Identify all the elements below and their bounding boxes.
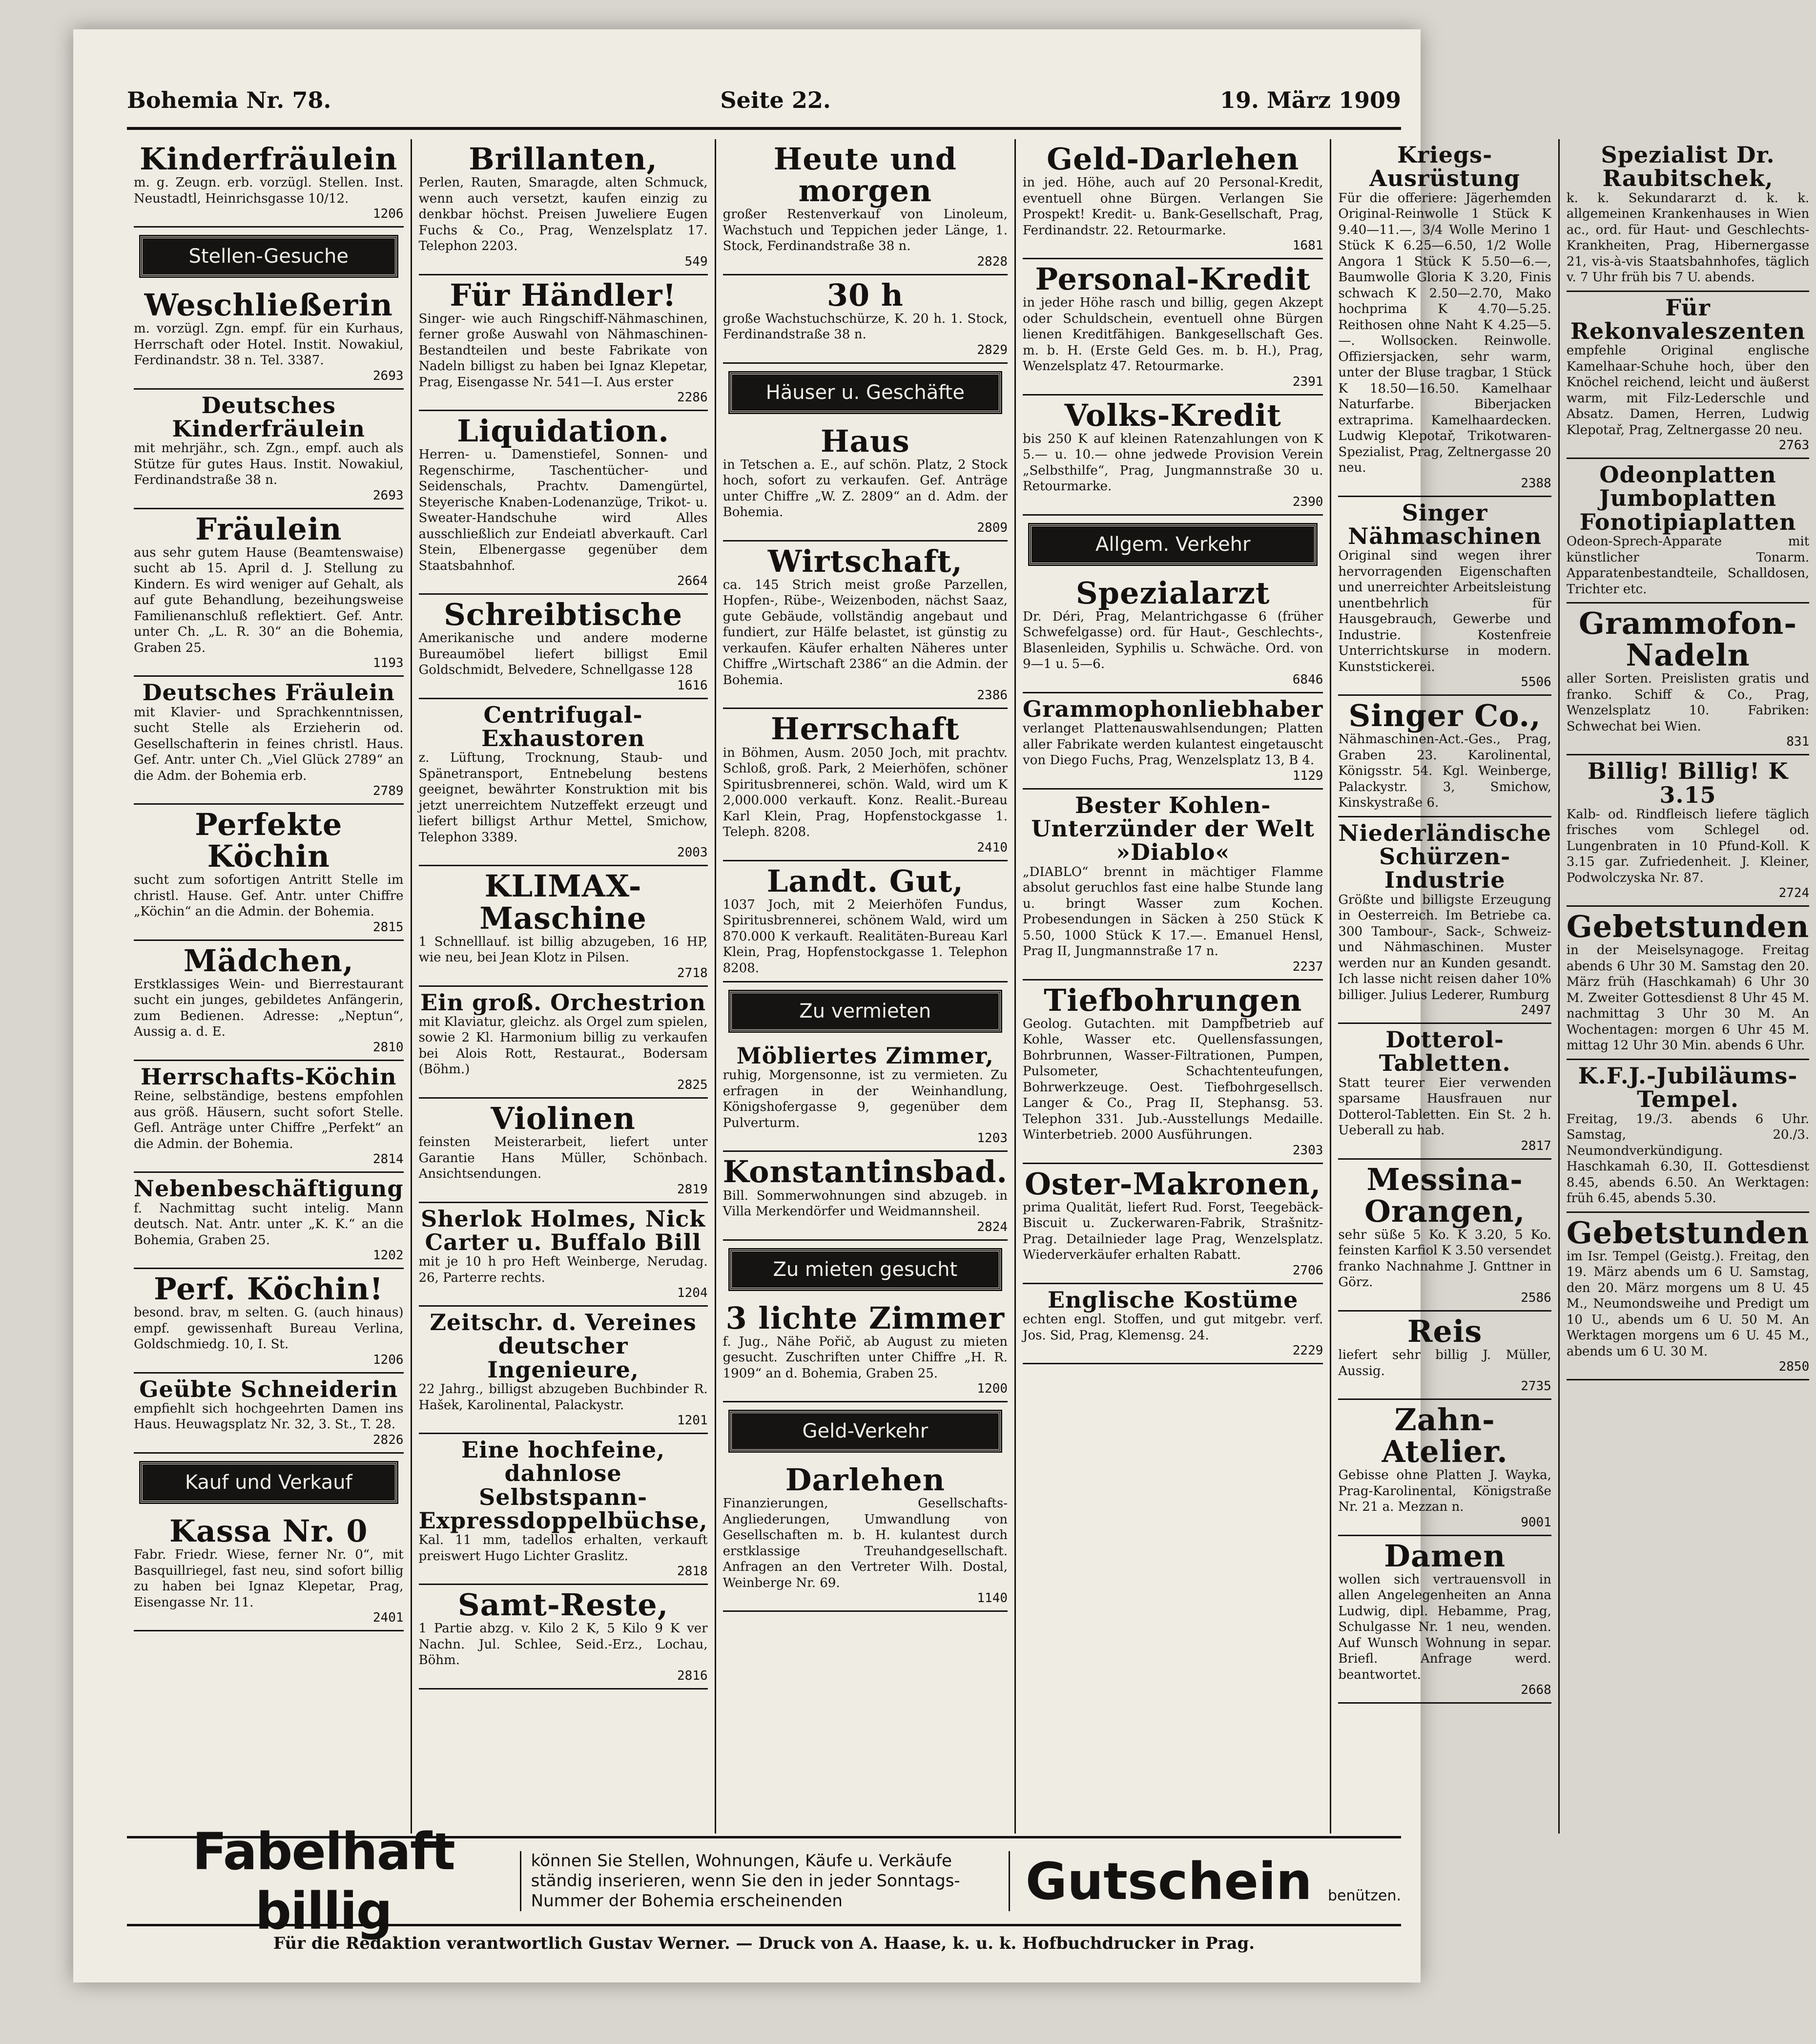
ad-body: Odeon-Sprech-Apparate mit künstlicher Tonarm. Apparatenbestandteile, Schalldosen, Trichter etc. (1566, 534, 1810, 597)
footer-headline: Fabelhaft billig (192, 1821, 454, 1941)
ad-number: 2586 (1521, 1290, 1551, 1305)
ad-number: 2850 (1778, 1359, 1810, 1375)
ad-title: Niederländische Schürzen-Industrie (1338, 819, 1551, 894)
classified-ad (1338, 1024, 1551, 1160)
classified-ad (1338, 139, 1551, 497)
ad-title: Kriegs-Ausrüstung (1369, 142, 1521, 192)
ad-number: 2809 (977, 520, 1008, 535)
ad-body: in der Meiselsynagoge. Freitag abends 6 Uhr 30 M. Samstag den 20. März früh (Haschkamah) 6 Uhr 30 M. Zweiter Gottesdienst 8 Uhr 45 M. nachmittag 3 Uhr 30 M. An Wochentagen: morgen 6 Uhr 45 M. mittag 12 Uhr 30 Min. abends 6 Uhr. (1566, 943, 1810, 1053)
ad-number: 2815 (372, 919, 404, 935)
ad-body: Reine, selbständige, bestens empfohlen aus größ. Häusern, sucht sofort Stelle. Gefl. Anträge unter Chiffre „Perfekt“ an die Admin. der Bohemia. (134, 1089, 404, 1151)
ad-number: 2826 (372, 1432, 404, 1447)
ad-number: 2388 (1521, 476, 1551, 491)
ad-title: Gebetstunden (1566, 909, 1810, 945)
ad-number: 2818 (677, 1564, 708, 1579)
ad-title: Brillanten, (469, 141, 658, 177)
ad-number: 2693 (372, 488, 404, 503)
ad-body: Finanzierungen, Gesellschafts-Angliederungen, Umwandlung von Gesellschaften m. b. H. kulantest durch erstklassige Treuhandgesellschaft. Anfragen an den Vertreter Wilh. Dostal, Weinberge Nr. 69. (722, 1496, 1008, 1590)
ad-body: Dr. Déri, Prag, Melantrichgasse 6 (früher Schwefelgasse) ord. für Haut-, Geschlechts-, Blasenleiden, Syphilis u. Schwäche. Ord. von 9—1 u. 5—6. (1023, 609, 1323, 672)
section-heading: Kauf und Verkauf (141, 1462, 397, 1502)
classified-ad (419, 411, 708, 595)
header-issue: Bohemia Nr. 78. (127, 87, 331, 113)
ad-number: 6846 (1292, 672, 1323, 687)
ad-title: Mädchen, (183, 942, 354, 979)
ad-number: 2410 (977, 840, 1008, 855)
ad-title: Darlehen (785, 1462, 945, 1498)
ad-title: Landt. Gut, (766, 863, 964, 899)
ad-title: Spezialarzt (1075, 575, 1270, 611)
ad-body: sucht zum sofortigen Antritt Stelle im christl. Hause. Gef. Antr. unter Chiffre „Köchin“ an die Admin. der Bohemia. (134, 873, 404, 919)
ad-body: in Böhmen, Ausm. 2050 Joch, mit prachtv. Schloß, groß. Park, 2 Meierhöfen, schöner Spiritusbrennerei, schön. Wald, wird um K 2,000.000 verkauft. Konz. Realit.-Bureau Karl Klein, Prag, Hopfenstockgasse 1. Teleph. 8208. (722, 745, 1008, 840)
ad-body: aller Sorten. Preislisten gratis und franko. Schiff & Co., Prag, Wenzelsplatz 10. Fabriken: Schwechat bei Wien. (1566, 671, 1810, 734)
classified-ad (1023, 1284, 1323, 1364)
ad-number: 2735 (1521, 1379, 1551, 1394)
classified-ad (1338, 1312, 1551, 1400)
column-4 (1016, 139, 1331, 1834)
ad-number: 1203 (977, 1131, 1008, 1146)
ad-number: 2497 (1521, 1003, 1551, 1018)
ad-title: Englische Kostüme (1047, 1286, 1299, 1313)
ad-body: große Wachstuchschürze, K. 20 h. 1. Stock, Ferdinandstraße 38 n. (722, 311, 1008, 342)
ad-number: 2286 (677, 390, 708, 405)
classified-ad (1023, 139, 1323, 259)
classified-ad (134, 677, 404, 805)
ad-body: verlanget Plattenauswahlsendungen; Platten aller Fabrikate werden kulantest eingetauscht von Diego Fuchs, Prag, Wenzelsplatz 13, B 4. (1023, 721, 1323, 768)
classified-ad (419, 1099, 708, 1203)
ad-number: 2706 (1292, 1263, 1323, 1278)
classified-ad (419, 275, 708, 412)
classified-ad (419, 595, 708, 699)
classified-ad (1567, 1060, 1809, 1213)
ad-body: Für die offeriere: Jägerhemden Original-Reinwolle 1 Stück K 9.40—11.—, 3/4 Wolle Merino 1 Stück K 6.25—6.50, 1/2 Wolle Angora 1 Stück K 5.50—6.—, Baumwolle Gloria K 3.20, Finis schwach K 2.50—2.70, Mako hochprima K 4.70—5.25. Reithosen ohne Naht K 4.25—5.—. Wollsocken. Reinwolle. Offiziersjacken, sehr warm, unter der Bluse tragbar, 1 Stück K 18.50—16.50. Kamelhaar Naturfarbe. Biberjacken extraprima. Kamelhaardecken. Ludwig Klepotař, Trikotwaren-Spezialist, Prag, Zeltnergasse 20 neu. (1338, 190, 1551, 476)
column-3 (716, 139, 1016, 1834)
ad-title: Perfekte Köchin (195, 807, 343, 875)
ad-body: wollen sich vertrauensvoll in allen Angelegenheiten an Anna Ludwig, dipl. Hebamme, Prag, Schulgasse Nr. 1 neu, wenden. Auf Wunsch Wohnung in separ. Briefl. Anfrage werd. beantwortet. (1338, 1572, 1551, 1682)
ad-number: 1193 (372, 656, 404, 671)
footer-advertisement (127, 1821, 1402, 1941)
ad-body: Größte und billigste Erzeugung in Oesterreich. Im Betriebe ca. 300 Tambour-, Sack-, Schweiz- und Nähmaschinen. Muster werden nur an Kunden gesandt. Ich lasse nicht reisen daher 10% billiger. Julius Lederer, Rumburg (1338, 892, 1551, 1002)
ad-title: Grammophonliebhaber (1023, 695, 1323, 722)
ad-title: Bester Kohlen-Unterzünder der Welt »Diablo« (1031, 792, 1315, 866)
ad-title: Deutsches Fräulein (142, 679, 395, 706)
ad-body: sehr süße 5 Ko. K 3.20, 5 Ko. feinsten Karfiol K 3.50 versendet franko Nachnahme J. Gnttner in Görz. (1338, 1227, 1551, 1290)
classified-ad (1338, 696, 1551, 817)
ad-body: in jeder Höhe rasch und billig, gegen Akzept oder Schuldschein, eventuell ohne Bürgen lienen Kreditfähigen. Bankgesellschaft Ges. m. b. H. (Erste Geld Ges. m. b. H.), Prag, Wenzelsplatz 47. Retourmarke. (1023, 295, 1323, 374)
ad-title: Wirtschaft, (767, 543, 963, 579)
ad-number: 2817 (1521, 1138, 1551, 1153)
ad-body: Amerikanische und andere moderne Bureaumöbel liefert billigst Emil Goldschmidt, Belvedere, Schnellgasse 128 (418, 631, 708, 678)
ad-title: Liquidation. (457, 413, 669, 449)
classified-ad (723, 1040, 1008, 1152)
ad-title: Centrifugal-Exhaustoren (481, 701, 645, 752)
classified-ad (419, 699, 708, 867)
ad-number: 2824 (977, 1219, 1008, 1234)
ad-title: Deutsches Kinderfräulein (172, 392, 365, 442)
ad-title: Nebenbeschäftigung (134, 1175, 404, 1202)
ad-body: Freitag, 19./3. abends 6 Uhr. Samstag, 20./3. Neumondverkündigung. Haschkamah 6.30, II. Gottesdienst 8.45, abends 6.50. An Werktagen: früh 6.45, abends 5.30. (1566, 1111, 1810, 1206)
column-5 (1331, 139, 1559, 1834)
ad-body: Geolog. Gutachten. mit Dampfbetrieb auf Kohle, Wasser etc. Quellensfassungen, Bohrbrunnen, Wasser-Filtrationen, Pumpen, Pulsometer, Schachtenteufungen, Bohrwerkzeuge. Oest. Tiefbohrgesellsch. Langer & Co., Prag II, Stephansg. 53. Telephon 331. Jub.-Ausstellungs Medaille. Winterbetrieb. 2000 Ausführungen. (1023, 1016, 1323, 1143)
ad-number: 1200 (977, 1381, 1008, 1397)
ad-title: Personal-Kredit (1035, 261, 1311, 297)
ad-body: 1037 Joch, mit 2 Meierhöfen Fundus, Spiritusbrennerei, schönem Wald, wird um 870.000 K verkauft. Realitäten-Bureau Karl Klein, Prag, Hopfenstockgasse 1. Telephon 8208. (722, 897, 1008, 976)
header-rule (127, 127, 1401, 130)
section-heading: Zu mieten gesucht (730, 1250, 1001, 1290)
ad-number: 2229 (1292, 1343, 1323, 1358)
ad-title: Haus (820, 423, 910, 459)
classified-ad (134, 1061, 404, 1173)
classified-ad (723, 1298, 1008, 1403)
imprint: Für die Redaktion verantwortlich Gustav Werner. — Druck von A. Haase, k. u. k. Hofbuchdrucker in Prag. (273, 1934, 1255, 1953)
classified-ad (134, 139, 404, 228)
ad-body: Nähmaschinen-Act.-Ges., Prag, Graben 23. Karolinental, Königsstr. 54. Kgl. Weinberge, Palackystr. 3, Smichow, Kinskystraße 6. (1338, 732, 1551, 811)
page-header (127, 78, 1401, 122)
newspaper-page (73, 29, 1810, 1982)
classified-ad (419, 1434, 708, 1585)
ad-title: Konstantinsbad. (722, 1154, 1008, 1190)
classified-ad (134, 285, 404, 390)
ad-body: prima Qualität, liefert Rud. Forst, Teegebäck-Biscuit u. Zuckerwaren-Fabrik, Strašnitz-Prag. Detailnieder lage Prag, Wenzelsplatz. Wiederverkäufer erhalten Rabatt. (1023, 1200, 1323, 1263)
classified-ad (134, 1173, 404, 1269)
ad-body: empfiehlt sich hochgeehrten Damen ins Haus. Heuwagsplatz Nr. 32, 3. St., T. 28. (134, 1401, 404, 1432)
ad-title: Sherlok Holmes, Nick Carter u. Buffalo Bill (421, 1205, 706, 1255)
ad-number: 2763 (1778, 438, 1810, 453)
classified-ad (1567, 1213, 1809, 1381)
ad-title: Tiefbohrungen (1044, 982, 1302, 1018)
ad-title: Spezialist Dr. Raubitschek, (1601, 142, 1775, 192)
header-page-number: Seite 22. (720, 87, 831, 113)
classified-ad (1023, 980, 1323, 1164)
ad-title: Herrschafts-Köchin (141, 1063, 397, 1090)
classified-ad (419, 866, 708, 986)
ad-number: 1202 (372, 1248, 404, 1263)
ad-number: 1206 (372, 207, 404, 222)
classified-ad (1567, 139, 1809, 292)
ad-number: 1201 (677, 1413, 708, 1428)
ad-number: 2303 (1292, 1143, 1323, 1158)
ad-title: Eine hochfeine, dahnlose Selbstspann-Expressdoppelbüchse, (418, 1437, 708, 1534)
ad-number: 2664 (677, 574, 708, 589)
ad-body: in jed. Höhe, auch auf 20 Personal-Kredit, eventuell ohne Bürgen. Verlangen Sie Prospekt! Kredit- u. Bank-Gesellschaft, Prag, Ferdinandstr. 22. Retourmarke. (1023, 175, 1323, 238)
classified-columns (127, 139, 1810, 1834)
ad-number: 2829 (977, 342, 1008, 357)
ad-body: Bill. Sommerwohnungen sind abzugeb. in Villa Merkendörfer und Weidmannsheil. (722, 1188, 1008, 1219)
classified-ad (419, 1203, 708, 1307)
ad-title: Geübte Schneiderin (139, 1376, 398, 1402)
footer-text: können Sie Stellen, Wohnungen, Käufe u. Verkäufe ständig inserieren, wenn Sie den in jeder Sonntags-Nummer der Bohemia erscheinenden (520, 1851, 1010, 1911)
classified-ad (1567, 604, 1809, 755)
classified-ad (134, 390, 404, 509)
ad-title: Kassa Nr. 0 (169, 1513, 368, 1549)
classified-ad (1567, 292, 1809, 459)
ad-number: 9001 (1521, 1515, 1551, 1530)
classified-ad (419, 1585, 708, 1689)
ad-title: Reis (1407, 1313, 1483, 1349)
ad-title: Kinderfräulein (140, 141, 398, 177)
classified-ad (723, 1152, 1008, 1240)
ad-number: 2391 (1292, 374, 1323, 389)
ad-title: KLIMAX-Maschine (479, 868, 647, 936)
ad-body: großer Restenverkauf von Linoleum, Wachstuch und Teppichen jeder Länge, 1. Stock, Ferdinandstraße 38 n. (722, 207, 1008, 254)
ad-body: mit Klavier- und Sprachkenntnissen, sucht Stelle als Erzieherin od. Gesellschafterin in feines christl. Haus. Gef. Antr. unter Ch. „Viel Glück 2789“ an die Adm. der Bohemia erb. (134, 705, 404, 783)
ad-body: Herren- u. Damenstiefel, Sonnen- und Regenschirme, Taschentücher- und Seidenschals, Prachtv. Damengürtel, Steyerische Knaben-Lodenanzüge, Trikot- u. Sweater-Handschuhe wird Alles ausschließlich zur Endeiatl abverkauft. Carl Stein, Elbenergasse gegenüber dem Staatsbahnhof. (418, 447, 708, 573)
ad-body: empfehle Original englische Kamelhaar-Schuhe hoch, über den Knöchel reichend, leicht und äußerst warm, mit Filz-Lederschle und Absatz. Damen, Herren, Ludwig Klepotař, Prag, Zeltnergasse 20 neu. (1566, 343, 1810, 438)
classified-ad (1023, 396, 1323, 516)
ad-title: Violinen (491, 1100, 636, 1136)
ad-number: 2825 (677, 1077, 708, 1092)
ad-title: Billig! Billig! K 3.15 (1587, 758, 1789, 808)
ad-body: m. vorzügl. Zgn. empf. für ein Kurhaus, Herrschaft oder Hotel. Instit. Nowakiul, Ferdinandstr. 38 n. Tel. 3387. (134, 321, 404, 368)
ad-body: bis 250 K auf kleinen Ratenzahlungen von K 5.— u. 10.— ohne jedwede Provision Verein „Selbsthilfe“, Prag, Jungmannstraße 30 u. Retourmarke. (1023, 431, 1323, 494)
ad-title: Damen (1384, 1538, 1506, 1574)
ad-body: echten engl. Stoffen, und gut mitgebr. verf. Jos. Sid, Prag, Klemensg. 24. (1023, 1312, 1323, 1343)
ad-body: m. g. Zeugn. erb. vorzügl. Stellen. Inst. Neustadtl, Heinrichsgasse 10/12. (134, 175, 404, 206)
ad-number: 1681 (1292, 238, 1323, 253)
ad-number: 2401 (372, 1610, 404, 1626)
ad-body: in Tetschen a. E., auf schön. Platz, 2 Stock hoch, sofort zu verkaufen. Gef. Anträge unter Chiffre „W. Z. 2809“ an d. Adm. der Bohemia. (722, 457, 1008, 520)
section-heading: Häuser u. Geschäfte (730, 373, 1001, 413)
ad-body: liefert sehr billig J. Müller, Aussig. (1338, 1348, 1551, 1378)
ad-body: feinsten Meisterarbeit, liefert unter Garantie Hans Müller, Schönbach. Ansichtsendungen. (418, 1135, 708, 1182)
ad-title: Schreibtische (444, 597, 683, 633)
classified-ad (1338, 1160, 1551, 1312)
classified-ad (1023, 790, 1323, 980)
ad-number: 2390 (1292, 494, 1323, 509)
classified-ad (723, 1460, 1008, 1612)
classified-ad (1567, 755, 1809, 907)
ad-title: Für Rekonvaleszenten (1570, 294, 1806, 344)
ad-body: Perlen, Rauten, Smaragde, alten Schmuck, wenn auch versetzt, kaufen einzig zu denkbar höchst. Preisen Juweliere Eugen Fuchs & Co., Prag, Wenzelsplatz 17. Telephon 2203. (418, 175, 708, 254)
ad-body: k. k. Sekundararzt d. k. k. allgemeinen Krankenhauses in Wien ac., ord. für Haut- und Geschlechts-Krankheiten, Prag, Hibernergasse 21, vis-à-vis Staatsbahnhofes, täglich v. 7 Uhr früh bis 7 U. abends. (1566, 190, 1810, 285)
ad-number: 1129 (1292, 768, 1323, 783)
ad-title: Volks-Kredit (1064, 397, 1281, 433)
classified-ad (1023, 259, 1323, 396)
classified-ad (723, 542, 1008, 709)
classified-ad (134, 1374, 404, 1454)
ad-body: Gebisse ohne Platten J. Wayka, Prag-Karolinental, Königstraße Nr. 21 a. Mezzan n. (1338, 1468, 1551, 1515)
ad-title: 30 h (826, 277, 904, 313)
ad-title: Für Händler! (450, 277, 677, 313)
ad-body: 22 Jahrg., billigst abzugeben Buchbinder R. Hašek, Karolinental, Palackystr. (418, 1382, 708, 1413)
classified-ad (134, 1511, 404, 1631)
ad-title: Geld-Darlehen (1047, 141, 1300, 177)
ad-title: Herrschaft (771, 711, 960, 747)
ad-body: ruhig, Morgensonne, ist zu vermieten. Zu erfragen in der Weinhandlung, Königshofergasse 9, gegenüber dem Pulverturm. (722, 1068, 1008, 1130)
classified-ad (134, 509, 404, 677)
column-6 (1560, 139, 1816, 1834)
footer-coupon-note: benützen. (1327, 1887, 1402, 1904)
ad-title: Weschließerin (144, 287, 393, 323)
classified-ad (1338, 1536, 1551, 1704)
ad-title: Gebetstunden (1566, 1214, 1810, 1251)
ad-body: „DIABLO“ brennt in mächtiger Flamme absolut geruchlos fast eine halbe Stunde lang u. bringt Wasser zum Kochen. Probesendungen in Säcken à 250 Stück K 5.50, 1000 Stück K 17.—. Emanuel Hensl, Prag II, Jungmannstraße 17 n. (1023, 864, 1323, 959)
ad-number: 1204 (677, 1286, 708, 1301)
classified-ad (723, 861, 1008, 983)
ad-body: im Isr. Tempel (Geistg.). Freitag, den 19. März abends um 6 U. Samstag, den 20. März morgens um 8 U. 45 M., Neumondsweihe und Predigt um 10 U., abends um 6 U. 50 M. An Werktagen morgens um 6 U. 45 M., abends um 6 U. 30 M. (1566, 1249, 1810, 1359)
classified-ad (1567, 459, 1809, 604)
ad-title: Oster-Makronen, (1025, 1166, 1321, 1202)
ad-body: z. Lüftung, Trocknung, Staub- und Spänetransport, Entnebelung bestens geeignet, bewährter Konstruktion mit bis jetzt unerreichtem Nutzeffekt erzeugt und liefert billigst Arthur Mettel, Smichow, Telephon 3389. (418, 751, 708, 845)
ad-body: 1 Partie abzg. v. Kilo 2 K, 5 Kilo 9 K ver Nachn. Jul. Schlee, Seid.-Erz., Lochau, Böhm. (418, 1621, 708, 1668)
ad-number: 5506 (1521, 675, 1551, 690)
ad-number: 1616 (677, 678, 708, 693)
ad-body: f. Nachmittag sucht intelig. Mann deutsch. Nat. Antr. unter „K. K.“ an die Bohemia, Graben 25. (134, 1201, 404, 1248)
section-heading: Zu vermieten (730, 991, 1001, 1031)
section-heading: Geld-Verkehr (730, 1411, 1001, 1451)
classified-ad (419, 987, 708, 1099)
ad-body: ca. 145 Strich meist große Parzellen, Hopfen-, Rübe-, Weizenboden, nächst Saaz, gute Gebäude, vollständig angebaut und fundiert, zur Hälfe belastet, ist günstig zu verkaufen. Käufer erhalten Näheres unter Chiffre „Wirtschaft 2386“ an die Admin. der Bohemia. (722, 577, 1008, 688)
ad-body: Original sind wegen ihrer hervorragenden Eigenschaften und unerreichter Arbeitsleistung unentbehrlich für Hausgebrauch, Gewerbe und Industrie. Kostenfreie Unterrichtskurse in modern. Kunststickerei. (1338, 548, 1551, 674)
ad-number: 2003 (677, 845, 708, 860)
classified-ad (723, 709, 1008, 861)
ad-title: Messina-Orangen, (1364, 1161, 1526, 1229)
classified-ad (1338, 817, 1551, 1024)
classified-ad (1567, 907, 1809, 1060)
ad-number: 2819 (677, 1182, 708, 1197)
ad-title: Grammofon-Nadeln (1578, 605, 1797, 673)
ad-title: Singer Nähmaschinen (1348, 499, 1542, 549)
classified-ad (723, 139, 1008, 275)
ad-body: mit je 10 h pro Heft Weinberge, Nerudag. 26, Parterre rechts. (418, 1254, 708, 1285)
ad-title: Zeitschr. d. Vereines deutscher Ingenieure, (430, 1309, 697, 1383)
column-1 (127, 139, 412, 1834)
section-heading: Stellen-Gesuche (141, 236, 397, 276)
ad-number: 2718 (677, 965, 708, 980)
footer-coupon-title: Gutschein (1025, 1851, 1312, 1911)
ad-title: K.F.J.-Jubiläums-Tempel. (1578, 1062, 1798, 1113)
ad-body: mit Klaviatur, gleichz. als Orgel zum spielen, sowie 2 Kl. Harmonium billig zu verkaufen bei Alois Rott, Restaurat., Bodersam (Böhm.) (418, 1014, 708, 1077)
ad-body: Singer- wie auch Ringschiff-Nähmaschinen, ferner große Auswahl von Nähmaschinen-Bestandteilen und beste Fabrikate von Nadeln billigst zu haben bei Ignaz Klepetar, Prag, Eisengasse Nr. 541—I. Aus erster (418, 311, 708, 390)
ad-title: Zahn-Atelier. (1382, 1402, 1508, 1470)
ad-number: 2828 (977, 254, 1008, 269)
ad-title: Samt-Reste, (457, 1587, 669, 1623)
ad-body: Kal. 11 mm, tadellos erhalten, verkauft preiswert Hugo Lichter Graslitz. (418, 1533, 708, 1564)
ad-body: besond. brav, m selten. G. (auch hinaus) empf. gewissenhaft Bureau Verlina, Goldschmiedg. 10, I. St. (134, 1305, 404, 1352)
ad-number: 1206 (372, 1352, 404, 1367)
classified-ad (134, 941, 404, 1061)
ad-number: 2810 (372, 1040, 404, 1055)
header-date: 19. März 1909 (1219, 87, 1401, 113)
ad-title: Odeonplatten Jumboplatten Fonotipiaplatten (1579, 461, 1796, 535)
classified-ad (1023, 573, 1323, 693)
ad-title: Ein groß. Orchestrion (420, 989, 706, 1016)
ad-body: Fabr. Friedr. Wiese, ferner Nr. 0“, mit Basquillriegel, fast neu, sind sofort billig zu haben bei Ignaz Klepetar, Prag, Eisengasse Nr. 11. (134, 1547, 404, 1610)
classified-ad (134, 1269, 404, 1374)
ad-body: Kalb- od. Rindfleisch liefere täglich frisches vom Schlegel od. Lungenbraten in 10 Pfund-Koll. K 3.15 gar. Zufriedenheit. J. Kleiner, Podwolczyska Nr. 87. (1566, 807, 1810, 885)
ad-number: 2668 (1521, 1683, 1551, 1698)
classified-ad (1338, 497, 1551, 696)
classified-ad (134, 805, 404, 941)
ad-body: 1 Schnelllauf. ist billig abzugeben, 16 HP, wie neu, bei Jean Klotz in Pilsen. (418, 934, 708, 965)
ad-title: Möbliertes Zimmer, (736, 1043, 994, 1069)
classified-ad (419, 1307, 708, 1434)
section-heading: Allgem. Verkehr (1030, 524, 1316, 564)
ad-title: 3 lichte Zimmer (725, 1300, 1005, 1336)
ad-number: 2789 (372, 784, 404, 799)
ad-body: aus sehr gutem Hause (Beamtenswaise) sucht ab 15. April d. J. Stellung zu Kindern. Es wird weniger auf Gehalt, als auf gute Behandlung, bezeihungsweise Familienanschluß reflektiert. Gef. Antr. unter Ch. „L. R. 30“ an die Bohemia, Graben 25. (134, 545, 404, 655)
ad-title: Heute und morgen (773, 141, 957, 209)
ad-number: 2386 (977, 688, 1008, 703)
ad-number: 549 (684, 254, 708, 269)
ad-body: mit mehrjähr., sch. Zgn., empf. auch als Stütze für gutes Haus. Instit. Nowakiul, Ferdinandstraße 38 n. (134, 441, 404, 488)
classified-ad (723, 421, 1008, 542)
ad-number: 2693 (372, 368, 404, 383)
ad-number: 2237 (1292, 959, 1323, 974)
ad-title: Perf. Köchin! (154, 1271, 384, 1307)
ad-body: Statt teurer Eier verwenden sparsame Hausfrauen nur Dotterol-Tabletten. Ein St. 2 h. Ueberall zu hab. (1338, 1075, 1551, 1138)
ad-number: 2814 (372, 1152, 404, 1167)
ad-title: Dotterol-Tabletten. (1379, 1026, 1511, 1077)
classified-ad (1023, 1164, 1323, 1284)
ad-title: Singer Co., (1348, 698, 1541, 734)
ad-number: 2816 (677, 1668, 708, 1683)
ad-title: Fräulein (195, 511, 342, 547)
classified-ad (419, 139, 708, 275)
ad-number: 2724 (1778, 886, 1810, 901)
ad-number: 831 (1786, 734, 1810, 750)
ad-body: f. Jug., Nähe Pořič, ab August zu mieten gesucht. Zuschriften unter Chiffre „H. R. 1909“ an d. Bohemia, Graben 25. (722, 1334, 1008, 1381)
classified-ad (1338, 1400, 1551, 1536)
column-2 (412, 139, 716, 1834)
ad-body: Erstklassiges Wein- und Bierrestaurant sucht ein junges, gebildetes Anfängerin, zum Bedienen. Adresse: „Neptun“, Aussig a. d. E. (134, 977, 404, 1040)
ad-number: 1140 (977, 1591, 1008, 1606)
classified-ad (1023, 693, 1323, 790)
classified-ad (723, 275, 1008, 364)
